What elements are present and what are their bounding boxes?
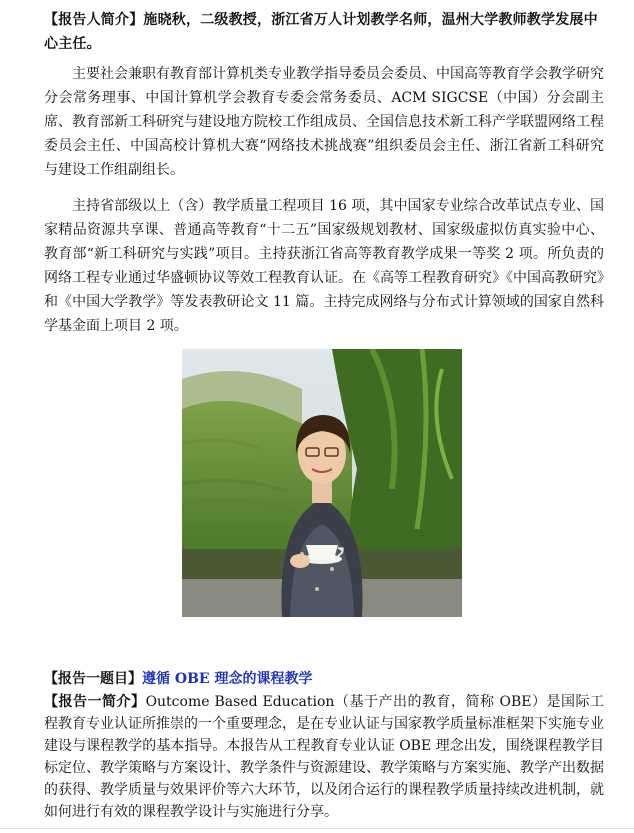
- talk-title: 遵循 OBE 理念的课程教学: [142, 671, 313, 687]
- talk-abstract-text: Outcome Based Education（基于产出的教育，简称 OBE）是国际工程教育专业认证所推崇的一个重要理念，是在专业认证与国家教学质量标准框架下实施专业建设与课程教学的基本指导。本报告从工程教育专业认证 OBE 理念出发，围绕课程教学目标定位、教学策略与方案设计、教学条件与资源建设、教学策略与方案实施、教学产出数据的获得、教学质量与效果评价等六大环节，以及闭合运行的课程教学质量持续改进机制，就如何进行有效的课程教学设计与实施进行分享。: [44, 694, 604, 820]
- page-bottom-divider: [0, 828, 634, 829]
- portrait-illustration: [182, 349, 462, 617]
- speaker-headline: [44, 8, 604, 56]
- speaker-headline-text: 施晓秋，二级教授，浙江省万人计划教学名师，温州大学教师教学发展中心主任。: [44, 12, 598, 52]
- talk-abstract: [44, 691, 604, 823]
- speaker-portrait-photo: [182, 349, 462, 617]
- speaker-bio-paragraph-2: 主持省部级以上（含）教学质量工程项目 16 项，其中国家专业综合改革试点专业、国家精品资源共享课、普通高等教育“十二五”国家级规划教材、国家级虚拟仿真实验中心、教育部“新工科研究与实践”项目。主持获浙江省高等教育教学成果一等奖 2 项。所负责的网络工程专业通过华盛顿协议等效工程教育认证。在《高等工程教育研究》《中国高教研究》和《中国大学教学》等发表教研论文 11 篇。主持完成网络与分布式计算领域的国家自然科学基金面上项目 2 项。: [44, 198, 604, 334]
- speaker-label: 【报告人简介】: [44, 12, 144, 28]
- talk-title-line: [44, 668, 604, 690]
- talk-title-label: 【报告一题目】: [44, 671, 142, 687]
- talk-abstract-label: 【报告一简介】: [44, 694, 146, 710]
- speaker-bio-paragraph-1: 主要社会兼职有教育部计算机类专业教学指导委员会委员、中国高等教育学会教学研究分会常务理事、中国计算机学会教育专委会常务委员、ACM SIGCSE（中国）分会副主席、教育部新工科研究与建设地方院校工作组成员、全国信息技术新工科产学联盟网络工程委员会主任、中国高校计算机大赛“网络技术挑战赛”组织委员会主任、浙江省新工科研究与建设工作组副组长。: [44, 66, 604, 178]
